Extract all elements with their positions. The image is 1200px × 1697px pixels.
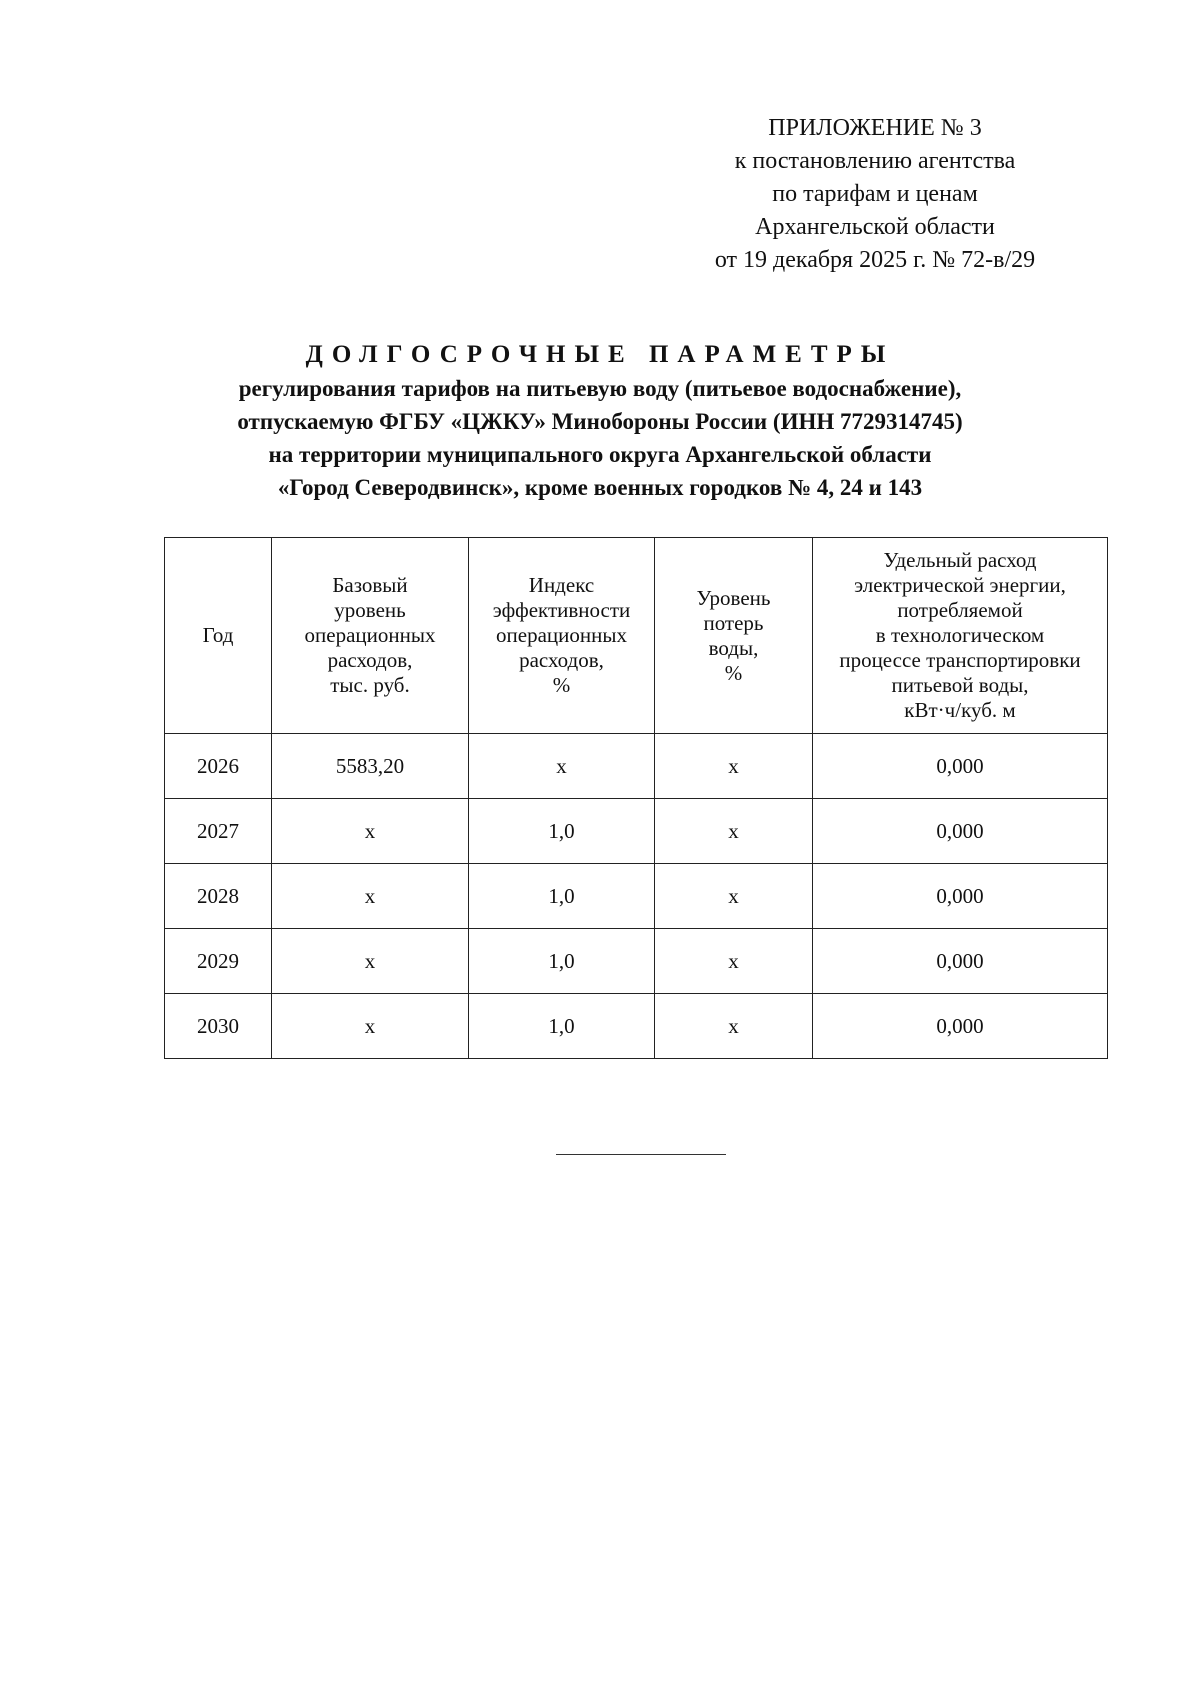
header-year: Год bbox=[165, 538, 272, 734]
cell-efficiency-index: 1,0 bbox=[469, 864, 655, 929]
cell-water-loss: x bbox=[655, 994, 813, 1059]
header-energy-consumption: Удельный расход электрической энергии, потребляемой в технологическом процессе транспортировки питьевой воды, кВт·ч/куб. м bbox=[813, 538, 1108, 734]
cell-efficiency-index: 1,0 bbox=[469, 994, 655, 1059]
table-header-row bbox=[165, 538, 1108, 734]
annex-date: от 19 декабря 2025 г. № 72-в/29 bbox=[714, 247, 1036, 273]
annex-number: ПРИЛОЖЕНИЕ № 3 bbox=[768, 115, 982, 141]
cell-energy-consumption: 0,000 bbox=[813, 734, 1108, 799]
table-row bbox=[165, 799, 1108, 864]
cell-base-opex: 5583,20 bbox=[272, 734, 469, 799]
cell-base-opex: x bbox=[272, 864, 469, 929]
cell-water-loss: x bbox=[655, 799, 813, 864]
cell-base-opex: x bbox=[272, 799, 469, 864]
annex-header bbox=[640, 112, 1110, 277]
title-line: отпускаемую ФГБУ «ЦЖКУ» Минобороны России (ИНН 7729314745) bbox=[237, 409, 963, 434]
document-title bbox=[120, 338, 1080, 504]
closing-divider bbox=[556, 1154, 726, 1155]
header-efficiency-index: Индекс эффективности операционных расходов, % bbox=[469, 538, 655, 734]
table-row bbox=[165, 994, 1108, 1059]
cell-year: 2030 bbox=[165, 994, 272, 1059]
cell-energy-consumption: 0,000 bbox=[813, 994, 1108, 1059]
header-water-loss: Уровень потерь воды, % bbox=[655, 538, 813, 734]
title-main: ДОЛГОСРОЧНЫЕ ПАРАМЕТРЫ bbox=[305, 341, 895, 368]
title-line: регулирования тарифов на питьевую воду (питьевое водоснабжение), bbox=[238, 376, 962, 401]
cell-year: 2028 bbox=[165, 864, 272, 929]
cell-energy-consumption: 0,000 bbox=[813, 929, 1108, 994]
annex-ref-line: Архангельской области bbox=[755, 214, 995, 240]
cell-base-opex: x bbox=[272, 994, 469, 1059]
table-row bbox=[165, 929, 1108, 994]
cell-base-opex: x bbox=[272, 929, 469, 994]
annex-ref-line: к постановлению агентства bbox=[734, 148, 1016, 174]
cell-year: 2027 bbox=[165, 799, 272, 864]
cell-year: 2029 bbox=[165, 929, 272, 994]
header-base-opex: Базовый уровень операционных расходов, тыс. руб. bbox=[272, 538, 469, 734]
cell-efficiency-index: 1,0 bbox=[469, 929, 655, 994]
cell-year: 2026 bbox=[165, 734, 272, 799]
cell-water-loss: x bbox=[655, 929, 813, 994]
parameters-table bbox=[164, 537, 1108, 1059]
cell-water-loss: x bbox=[655, 864, 813, 929]
cell-efficiency-index: 1,0 bbox=[469, 799, 655, 864]
table-row bbox=[165, 734, 1108, 799]
table-row bbox=[165, 864, 1108, 929]
annex-ref-line: по тарифам и ценам bbox=[772, 181, 978, 207]
cell-energy-consumption: 0,000 bbox=[813, 799, 1108, 864]
cell-water-loss: x bbox=[655, 734, 813, 799]
cell-energy-consumption: 0,000 bbox=[813, 864, 1108, 929]
cell-efficiency-index: x bbox=[469, 734, 655, 799]
title-line: на территории муниципального округа Архангельской области bbox=[268, 442, 932, 467]
title-line: «Город Северодвинск», кроме военных городков № 4, 24 и 143 bbox=[277, 475, 923, 500]
